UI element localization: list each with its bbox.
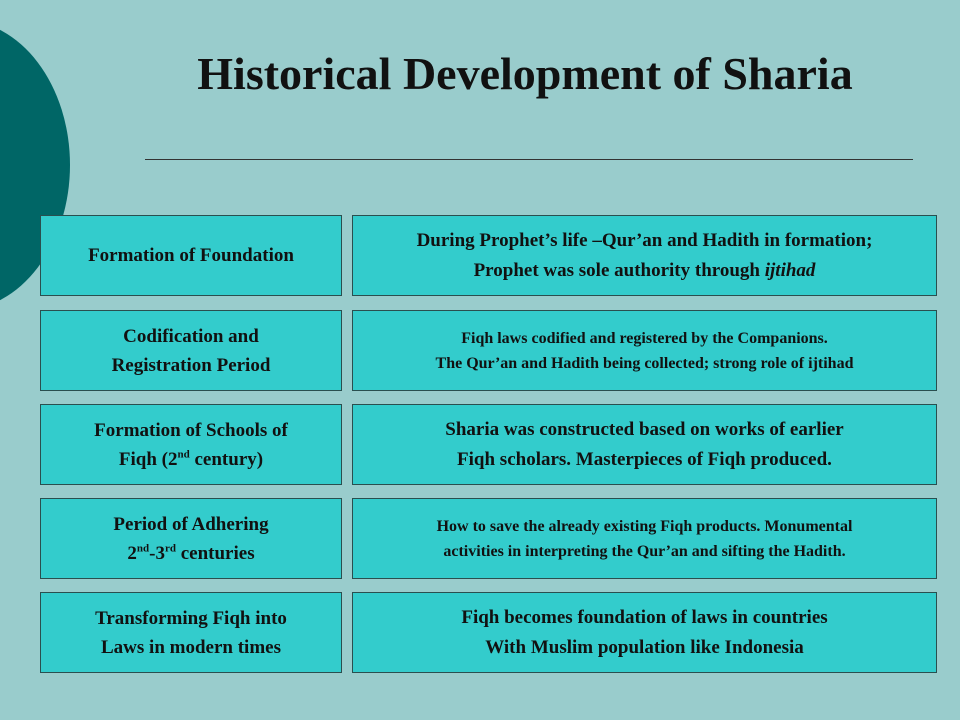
stage-3-line-2: Fiqh (2nd century)	[118, 448, 264, 470]
description-3-line-2: Fiqh scholars. Masterpieces of Fiqh produced.	[457, 448, 832, 470]
description-box-1	[352, 215, 937, 296]
stage-box-2	[40, 310, 342, 391]
stage-5-line-1: Transforming Fiqh into	[95, 607, 287, 629]
stage-1-line-1: Formation of Foundation	[88, 245, 294, 266]
description-box-2	[352, 310, 937, 391]
stage-2-line-2: Registration Period	[111, 354, 271, 376]
page-title: Historical Development of Sharia	[197, 48, 853, 99]
description-1-line-1: During Prophet’s life –Qur’an and Hadith in formation;	[416, 229, 873, 251]
description-2-line-1: Fiqh laws codified and registered by the Companions.	[461, 329, 828, 347]
description-box-4	[352, 498, 937, 579]
description-3-line-1: Sharia was constructed based on works of earlier	[445, 418, 844, 440]
title-divider	[145, 159, 913, 160]
description-5-line-1: Fiqh becomes foundation of laws in countries	[461, 606, 828, 628]
stage-3-line-1: Formation of Schools of	[94, 419, 288, 441]
stage-box-5	[40, 592, 342, 673]
stage-box-4	[40, 498, 342, 579]
stage-2-line-1: Codification and	[123, 325, 259, 347]
stage-box-3	[40, 404, 342, 485]
description-5-line-2: With Muslim population like Indonesia	[485, 636, 804, 658]
description-4-line-1: How to save the already existing Fiqh products. Monumental	[436, 517, 853, 535]
stage-4-line-1: Period of Adhering	[113, 513, 269, 535]
description-2-line-2: The Qur’an and Hadith being collected; strong role of ijtihad	[435, 354, 854, 372]
description-1-line-2: Prophet was sole authority through ijtihad	[473, 259, 816, 281]
stage-4-line-2: 2nd-3rd centuries	[127, 542, 255, 564]
description-box-3	[352, 404, 937, 485]
description-4-line-2: activities in interpreting the Qur’an and sifting the Hadith.	[443, 542, 846, 560]
stage-5-line-2: Laws in modern times	[101, 636, 281, 658]
description-box-5	[352, 592, 937, 673]
stage-box-1	[40, 215, 342, 296]
